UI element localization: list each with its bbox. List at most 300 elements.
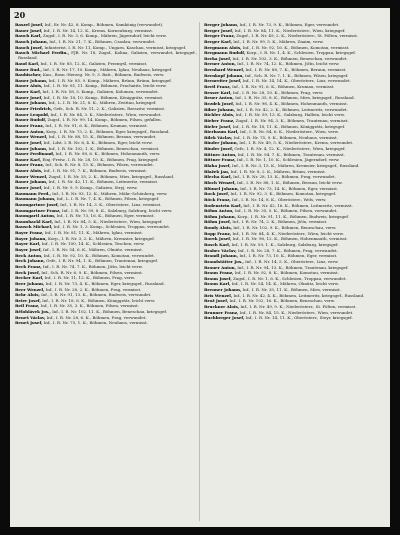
- entry-name: Bichler Alois,: [204, 112, 235, 118]
- right-column: [204, 22, 386, 523]
- entry-name: Baumgartner Franz,: [15, 207, 61, 213]
- entry-name: Biber Johann,: [204, 106, 236, 112]
- entry-details: Inf., L. I. R. Nr. 21, 8. K., Mähren, Zwittau, kriegsgef.: [47, 100, 157, 106]
- entry-details: Inf., I. R. Nr. 88, 1. K., Böhmen, Beraun, leicht verw.: [235, 179, 343, 185]
- list-entry: [204, 112, 386, 117]
- entry-name: Berger Johann,: [204, 22, 239, 27]
- entry-name: Besser Karl,: [204, 89, 232, 95]
- entry-name: Berger Josef,: [204, 27, 234, 33]
- entry-details: Inf., I. R. Nr. 73, 4. K., Böhmen, Eger, kriegsgef., Russland.: [44, 280, 165, 286]
- list-entry: [204, 293, 386, 298]
- list-entry: [204, 315, 386, 320]
- entry-name: Böhm Anton,: [204, 208, 234, 214]
- entry-details: Inf., I. R. Nr. 59, 13. K., Salzburg, Hallein, leicht verw.: [234, 112, 345, 118]
- entry-details: Inf., I. R. Nr. 91, 13. K., Böhmen, Budweis, verwundet.: [39, 292, 152, 298]
- entry-details: Inf., I. R. Nr. 11, 12. K., Böhmen, Prag, verw.: [43, 275, 135, 281]
- list-entry: [15, 241, 197, 246]
- list-entry: [204, 50, 386, 55]
- entry-details: Inf., I. R. Nr. 100, 14. K., Schlesien, Teschen, verw.: [40, 241, 145, 247]
- list-entry: [204, 84, 386, 89]
- entry-details: Inf., I. R. Nr. 92, 10. K., Böhmen, Komotau, verwundet.: [42, 252, 155, 258]
- list-entry: [15, 258, 197, 263]
- entry-name: Baumgartl Anton,: [15, 213, 56, 219]
- list-entry: [204, 186, 386, 191]
- list-entry: [15, 185, 197, 190]
- list-entry: [204, 118, 386, 123]
- entry-details: Inf., I. R. Nr. 102, 11. K., Böhmen, Beneschau, kriegsgef.: [50, 309, 167, 315]
- entry-details: Inf., I. R. Nr. 85, 9. Komp., Mähren, Brünn, Brünn, kriegsgef.: [47, 77, 172, 83]
- entry-name: Baumann Ferd.,: [15, 190, 51, 196]
- list-entry: [204, 197, 386, 202]
- entry-details: Inf., I. R. Nr. 92, 16. K., Böhmen, Komotau, vermisst.: [241, 44, 350, 50]
- list-entry: [204, 28, 386, 33]
- document-page: [10, 8, 390, 527]
- list-entry: [15, 112, 197, 117]
- list-entry: [15, 208, 197, 213]
- entry-name: Bruckner Alois,: [204, 304, 240, 310]
- list-entry: [204, 191, 386, 196]
- entry-name: Bauer Johann,: [15, 100, 48, 106]
- entry-name: Bělohlávek Jos.,: [15, 309, 51, 315]
- entry-name: Bertl Franz,: [204, 84, 231, 90]
- entry-name: Berger Karl,: [204, 38, 233, 44]
- list-entry: [15, 236, 197, 241]
- entry-details: Inf., I. R. Nr. 84, 15. K., Niederösterr., Wien, verwundet.: [238, 309, 354, 315]
- entry-name: Bauer Anton,: [15, 128, 45, 134]
- list-entry: [204, 107, 386, 112]
- entry-details: Inf., I. R. Nr. 28, 13. K., Böhmen, Prag, verwundet.: [231, 174, 336, 180]
- list-entry: [204, 242, 386, 247]
- entry-details: Inf., I. R. Nr. 84, 4. K., Niederösterr., Wien, leicht verw.: [231, 230, 344, 236]
- list-entry: [15, 162, 197, 167]
- entry-details: Inf., L. I. R. Nr. 7, 4. K., Böhmen, Pilsen, kriegsgef.: [55, 196, 160, 202]
- entry-name: Bauer Franz,: [15, 122, 45, 128]
- list-entry: [15, 157, 197, 162]
- list-entry: [15, 151, 197, 156]
- list-entry: [15, 281, 197, 286]
- entry-details: Inf., I. R. Nr. 35, 3. K., Böhmen, Pilsen, vermisst.: [39, 303, 139, 309]
- entry-name: Bloch Wenzel,: [204, 179, 236, 185]
- entry-name: Bittner Anton,: [204, 151, 237, 157]
- entry-details: Inf., I. R. Nr. 73, 14. K., Böhmen, Eger, vermisst.: [238, 185, 339, 191]
- entry-name: Bauch Josef,: [15, 44, 44, 50]
- entry-name: Blecha Karl,: [204, 174, 232, 180]
- entry-name: Braun Franz,: [204, 270, 234, 276]
- entry-details: Inf., I. R. Nr. 92, 3. K., Böhmen, Komotau, kriegsgef.: [229, 191, 337, 197]
- list-entry: [15, 22, 197, 27]
- list-entry: [204, 259, 386, 264]
- entry-details: Inf., I. R. Nr. 42, 16. K., Böhmen, Leitmeritz, vermisst.: [241, 202, 353, 208]
- entry-details: Inf., I. R. Nr. 28, 7. K., Böhmen, Prag, verwundet.: [236, 247, 338, 253]
- entry-name: Bernhard Wenzel,: [204, 67, 245, 73]
- entry-details: Gefr., Sch. R. Nr. 11, 2. K., Galizien, Rzeszów, vermisst.: [52, 106, 166, 112]
- entry-details: Inf., I. R. Nr. 92, 8. K., Böhmen, Komotau, vermisst.: [233, 270, 339, 276]
- list-entry: [204, 253, 386, 258]
- list-entry: [204, 163, 386, 168]
- entry-details: Inf., I. R. Nr. 35, 11. K., Böhmen, Mies, vermisst.: [241, 287, 342, 293]
- entry-name: Baumann Johann,: [15, 196, 56, 202]
- list-entry: [204, 265, 386, 270]
- entry-details: Infanterist, I. R. Nr. 11, Komp., Ungarn, Kaschau, vermisst, kriegsgef.: [43, 44, 187, 50]
- entry-name: Beier Josef,: [15, 297, 41, 303]
- entry-name: Beck Johann,: [15, 258, 45, 264]
- entry-name: Bierbaum Karl,: [204, 129, 239, 135]
- list-entry: [204, 248, 386, 253]
- list-entry: [15, 219, 197, 224]
- entry-details: Inf., I. R. Nr. 28, 10. K., Böhmen, Prag, verw.: [231, 89, 324, 95]
- list-entry: [15, 129, 197, 134]
- entry-details: Inf., Er. Nr. 42, 8. Komp., Böhmen, Samkönig (verwundet).: [43, 22, 164, 27]
- entry-details: Inf., I. R. Nr. 84, 3. K., Niederösterr., Wien, verwundet.: [49, 111, 162, 117]
- list-entry: [204, 73, 386, 78]
- entry-details: Inf., I. R. Nr. 73, 16. K., Böhmen, Eger, vermisst.: [55, 213, 155, 219]
- entry-name: Bauer Rudolf,: [15, 117, 47, 123]
- list-entry: [204, 281, 386, 286]
- entry-name: Blažek Jan,: [204, 168, 230, 174]
- list-entry: [204, 304, 386, 309]
- entry-name: Baumgartner Josef,: [15, 201, 59, 207]
- entry-name: Brož Josef,: [204, 298, 229, 304]
- entry-name: Baszel Josef,: [15, 22, 44, 27]
- entry-name: Baud Karl,: [15, 60, 40, 66]
- entry-details: Inf., I. R. Nr. 84, 11. K., Niederösterr., Wien, kriegsgef.: [233, 27, 346, 33]
- entry-details: Inf., I. R. Nr. 88, 7. K., Böhmen, Beraun, vermisst.: [244, 67, 347, 73]
- entry-details: Inf., I. R. Nr. 42, 4. K., Böhmen, Leitmeritz, kriegsgef., Russland.: [232, 292, 365, 298]
- list-entry: [15, 95, 197, 100]
- list-entry: [204, 56, 386, 61]
- entry-name: Bergmann Alois,: [204, 44, 242, 50]
- entry-name: Berka Josef,: [204, 55, 232, 61]
- list-entry: [204, 180, 386, 185]
- list-entry: [15, 168, 197, 173]
- entry-details: Inf., I. R. Nr. 91, 6. K., Böhmen, Krumau, vermisst.: [230, 84, 335, 90]
- entry-details: Inf., I. R. Nr. 14, 8. K., Oberösterr., Wels, verw.: [230, 196, 327, 202]
- list-entry: [15, 106, 197, 111]
- entry-details: Inf., I. R. Nr. 91, 7. K., Böhmen, Budweis, vermisst.: [42, 168, 148, 174]
- entry-details: Inf., I. R. Nr. 74, 2. K., Böhmen, Jičín, vermisst.: [231, 219, 328, 225]
- list-entry: [15, 134, 197, 139]
- list-entry: [204, 208, 386, 213]
- entry-name: Bondy Alois,: [204, 225, 232, 231]
- list-entry: [15, 61, 197, 66]
- entry-name: Braun Josef,: [204, 275, 232, 281]
- entry-name: Bauer Leopold,: [15, 111, 50, 117]
- list-entry: [204, 298, 386, 303]
- list-entry: [204, 124, 386, 129]
- list-entry: [15, 28, 197, 33]
- entry-details: Inf., I. R. Nr. 17, 10. Komp., Mähren, Iglau, Neuhaus, kriegsgef.: [41, 66, 173, 72]
- list-entry: [204, 39, 386, 44]
- entry-name: Beck Josef,: [15, 269, 40, 275]
- entry-name: Binder Johann,: [204, 140, 239, 146]
- list-entry: [204, 67, 386, 72]
- entry-details: Inf., I. R. Nr. 54, 6. K., Mähren, Olmütz, vermisst.: [41, 247, 144, 253]
- entry-details: Inf., I. R. Nr. 73, 10. K., Böhmen, Eger, vermisst.: [238, 253, 338, 259]
- list-entry: [15, 247, 197, 252]
- entry-details: Inf., I. R. Nr. 18, 11. K., Böhmen, Königgrätz, kriegsgef.: [231, 123, 346, 129]
- entry-name: Bauer Josef,: [15, 94, 43, 100]
- list-entry: [15, 78, 197, 83]
- entry-details: Inf., I. R. Nr. 35, 8. K., Böhmen, Mies, kriegsgef., Russland.: [233, 95, 355, 101]
- entry-name: Baubischer,: [15, 72, 42, 78]
- list-entry: [204, 129, 386, 134]
- entry-name: Bieler Josef,: [204, 123, 232, 129]
- list-entry: [15, 320, 197, 325]
- list-entry: [15, 287, 197, 292]
- entry-name: Bezdek Josef,: [204, 100, 235, 106]
- entry-name: Brauer Anton,: [204, 264, 236, 270]
- list-entry: [15, 33, 197, 38]
- entry-details: Inf., I. R. Nr. 59, 8. K., Salzburg, Salzburg, leicht verw.: [60, 207, 173, 213]
- entry-details: Inf., I. R. Nr. 98, 12. K., Böhmen, Hohenmauth, vermisst.: [231, 236, 348, 242]
- entry-name: Binder Josef,: [204, 146, 234, 152]
- entry-name: Bayer Franz,: [15, 230, 44, 236]
- entry-details: Korp., I. R. Nr. 91, 11. K., Böhmen, Budweis, kriegsgef.: [236, 213, 349, 219]
- list-entry: [15, 140, 197, 145]
- list-entry: [15, 303, 197, 308]
- list-entry: [204, 157, 386, 162]
- entry-name: Böhm Johann,: [204, 213, 236, 219]
- list-entry: [15, 67, 197, 72]
- entry-name: Bauer Rud.,: [15, 66, 42, 72]
- entry-name: Beck Franz,: [15, 263, 42, 269]
- entry-details: Zugsf., I. R. Nr. 94, 3. K., Böhmen, Trautenau, vermisst.: [234, 117, 349, 123]
- entry-details: Inf., I. R. Nr. 74, 7. K., Böhmen, Jičín, leicht verw.: [41, 263, 143, 269]
- list-entry: [204, 270, 386, 275]
- entry-details: Inf., I. R. Nr. 88, 15. K., Böhmen, Beraun, verwundet.: [47, 134, 157, 140]
- list-entry: [15, 89, 197, 94]
- list-entry: [204, 33, 386, 38]
- entry-details: Inf., I. R. Nr. 42, 2. K., Böhmen, Leitmeritz, verwundet.: [235, 106, 348, 112]
- list-entry: [204, 101, 386, 106]
- entry-name: Bauer Karl,: [15, 156, 42, 162]
- entry-details: Inf., I. R. Nr. 85, 12. K., Galizien, Przemyśl, vermisst.: [39, 60, 148, 66]
- entry-details: Inf., I. R. Nr. 14, 14. K., Oberösterr., Linz, verwundet.: [241, 78, 351, 84]
- entry-name: Bayer Johann,: [15, 235, 47, 241]
- entry-details: Inf., I. R. Nr. 28, 6. K., Böhmen, Prag, verwundet.: [45, 314, 147, 320]
- list-entry: [204, 203, 386, 208]
- entry-details: Zugsf., I. R. Nr. 35, 2. K., Böhmen, Mies, kriegsgef., Russland.: [47, 173, 175, 179]
- entry-name: Bock Josef,: [204, 191, 230, 197]
- entry-name: Berger Franz,: [204, 33, 235, 39]
- entry-details: Gefr., I. R. Nr. 4, 12. K., Niederösterr., Wien, kriegsgef.: [233, 146, 346, 152]
- entry-details: Inf., Sch. R. Nr. 6, 9. K., Böhmen, Pilsen, vermisst.: [39, 269, 143, 275]
- entry-name: Brandstätter Jos.,: [204, 258, 244, 264]
- list-entry: [204, 310, 386, 315]
- list-entry: [204, 135, 386, 140]
- entry-name: Brandl Johann,: [204, 253, 239, 259]
- list-entry: [204, 22, 386, 27]
- entry-details: Inf., I. R. Nr. 99, 5. K., Mähren, Znaim, verw.: [232, 38, 324, 44]
- entry-details: Einj.-Freiw., I. R. Nr. 28, 10. K., Böhmen, Prag, kriegsgef.: [41, 156, 159, 162]
- entry-name: Bayer Karl,: [15, 241, 41, 247]
- list-entry: [204, 45, 386, 50]
- list-entry: [15, 309, 197, 314]
- entry-details: Inf., I. R. Nr. 8, 2. K., Mähren, Brünn, vermisst.: [229, 168, 326, 174]
- list-entry: [15, 191, 197, 196]
- entry-name: Beil Franz,: [15, 303, 40, 309]
- entry-details: FJB. Nr. 18, Zugsf., Kalina, Galizien, verwundet, kriegsgef., Russland.: [18, 50, 197, 61]
- entry-name: Bauer Alois,: [15, 168, 43, 174]
- entry-details: Inf., Ldst. I. R. Nr. 6, 4. K., Böhmen, Eger, leicht verw.: [42, 139, 153, 145]
- list-entry: [15, 224, 197, 229]
- entry-name: Bauer Franz,: [15, 162, 45, 168]
- entry-details: Inf., I. R. Nr. 84, 5. K., Niederösterr., Wien, kriegsgef.: [52, 218, 163, 224]
- entry-details: Inf., I. R. Nr. 102, 9. K., Böhmen, Beneschau, verw.: [231, 225, 337, 231]
- list-entry: [204, 90, 386, 95]
- entry-details: Korp., I. R. Nr. 3, 2. K., Mähren, Kremsier, kriegsgef.: [46, 235, 155, 241]
- entry-name: Bittner Franz,: [204, 157, 236, 163]
- entry-details: Inf., I. R. Nr. 74, 12. K., Böhmen, Jičín, leicht verw.: [235, 61, 340, 67]
- entry-details: Inf., I. R. Nr. 75, 1. K., Böhmen, Neuhaus, vermisst.: [42, 320, 148, 326]
- list-entry: [15, 270, 197, 275]
- entry-name: Bauer Wenzel,: [15, 173, 48, 179]
- list-entry: [204, 276, 386, 281]
- list-entry: [15, 50, 197, 60]
- list-entry: [204, 219, 386, 224]
- list-entry: [204, 95, 386, 100]
- list-entry: [15, 179, 197, 184]
- page-number: 20: [14, 10, 26, 20]
- entry-name: Bergmann Rudolf,: [204, 50, 246, 56]
- entry-details: Inf., I. R. Nr. 14, 11. K., Oberösterr., Steyr, kriegsgef.: [244, 315, 353, 321]
- list-entry: [15, 196, 197, 201]
- entry-details: Inf., I. R. Nr. 94, 7. K., Böhmen, Trautenau, vermisst.: [236, 151, 345, 157]
- entry-details: Inf., I. R. Nr. 14, 3. K., Oberösterr., Linz, vermisst.: [58, 201, 162, 207]
- list-entry: [15, 83, 197, 88]
- entry-name: Beuer Anton,: [204, 95, 234, 101]
- entry-details: Inf., I. R. Nr. 21, 7. K., Böhmen, Czaslau, verwundet.: [48, 38, 156, 44]
- entry-name: Blümel Johann,: [204, 185, 239, 191]
- list-entry: [15, 117, 197, 122]
- list-entry: [204, 140, 386, 145]
- entry-name: Borek Josef,: [204, 236, 232, 242]
- list-entry: [15, 100, 197, 105]
- entry-name: Bauer Alois,: [15, 83, 43, 89]
- entry-details: Inf., I. R. Nr. 102, 1. K., Böhmen, Beneschau, vermisst.: [47, 145, 160, 151]
- list-entry: [204, 78, 386, 83]
- entry-details: Inf., I. R. Nr. 91, 6. K., Böhmen, Krumau, vermisst.: [44, 122, 148, 128]
- list-entry: [204, 174, 386, 179]
- list-entry: [15, 292, 197, 297]
- entry-details: Zugsf., I. R. Nr. 99, 14. Komp., Böhmen, Pilsen, gefallen.: [46, 117, 162, 123]
- list-entry: [204, 214, 386, 219]
- list-entry: [15, 213, 197, 218]
- entry-name: Bauer Johann,: [15, 145, 48, 151]
- entry-name: Behr Alois,: [15, 292, 40, 298]
- entry-name: Bieber Franz,: [204, 117, 235, 123]
- entry-details: Inf., I. R. Nr. 3, 15. K., Mähren, Kremsier, kriegsgef., Russland.: [230, 163, 360, 169]
- entry-name: Böck Franz,: [204, 196, 231, 202]
- entry-name: Beer Johann,: [15, 280, 45, 286]
- list-entry: [15, 39, 197, 44]
- list-entry: [204, 61, 386, 66]
- entry-details: Inf., I. R. Nr. 98, 6. K., Böhmen, Hohenmauth, verw.: [54, 151, 161, 157]
- entry-name: Beck Anton,: [15, 252, 43, 258]
- list-entry: [204, 231, 386, 236]
- entry-details: Inf., I. R. Nr. 9, 9. Komp., Galizien, Stryj, verw.: [42, 184, 138, 190]
- entry-details: Inf., I. R. Nr. 35, 5. K., Böhmen, Pilsen, verwundet.: [233, 208, 338, 214]
- entry-name: Bauch Karl,: [15, 33, 42, 39]
- entry-name: Bauer Karl,: [15, 89, 42, 95]
- list-entry: [204, 169, 386, 174]
- entry-name: Bauer Wenzel,: [15, 134, 48, 140]
- entry-details: Inf., I. R. Nr. 93, 12. K., Mähren, Mähr.-Schönberg, verw.: [50, 190, 168, 196]
- entry-details: Inf., I. R. Nr. 94, 13. K., Böhmen, Trautenau, kriegsgef.: [235, 264, 349, 270]
- entry-name: Brabec Václav,: [204, 247, 237, 253]
- entry-name: Bodenstein Karl,: [204, 202, 242, 208]
- entry-name: Brenner Johann,: [204, 287, 242, 293]
- entry-name: Bauer Johann,: [15, 77, 48, 83]
- list-entry: [204, 225, 386, 230]
- list-entry: [204, 236, 386, 241]
- list-entry: [15, 275, 197, 280]
- entry-details: Inf., I. R. Nr. 14, 5. K., Oberösterr., Linz, verw.: [243, 258, 339, 264]
- entry-details: Zugsf., I. R. Nr. 3, 6. Komp., Mähren, Jägerndorf, leicht verw.: [41, 33, 167, 39]
- list-entry: [15, 45, 197, 50]
- entry-name: Bilek Václav,: [204, 134, 233, 140]
- entry-name: Bauer Johann,: [15, 179, 48, 185]
- entry-details: Inf., I. R. Nr. 42, 11. K., Böhmen, Leitmeritz, vermisst.: [47, 179, 159, 185]
- entry-details: Inf., I. R. Nr. 28, 2. K., Böhmen, Prag, vermisst.: [44, 286, 142, 292]
- entry-name: Bopp Franz,: [204, 230, 232, 236]
- list-entry: [15, 202, 197, 207]
- entry-details: Inf., I. R. Nr. 81, 11. K., Mähren, Iglau, vermisst.: [43, 230, 143, 236]
- list-entry: [15, 230, 197, 235]
- entry-name: Bauer Josef,: [15, 139, 43, 145]
- entry-name: Bernreiter Josef,: [204, 78, 242, 84]
- entry-name: Bosch Karl,: [204, 241, 231, 247]
- entry-name: Bauer Josef,: [15, 184, 43, 190]
- entry-details: Kan., Bosn.-Herzeg. Nr. 9, 3. Batt., Böhmen, Budweis, verw.: [41, 72, 165, 78]
- entry-details: Inf., Sch. R. Nr. 7, 1. K., Böhmen, Pilsen, kriegsgef.: [243, 72, 349, 78]
- entry-name: Beneš Václav,: [15, 314, 46, 320]
- entry-name: Becker Karl,: [15, 275, 44, 281]
- entry-details: Inf., I. R. Nr. 81, 11. Komp., Böhmen, Prachatitz, leicht verw.: [42, 83, 167, 89]
- entry-name: Brunner Franz,: [204, 309, 239, 315]
- entry-name: Berner Anton,: [204, 61, 236, 67]
- entry-details: Inf., I. R. Nr. 59, 1. K., Salzburg, Salzburg, kriegsgef.: [230, 241, 339, 247]
- entry-details: Inf., I. R. Nr. 18, 10. Komp., Böhmen, Königgrätz, vermisst.: [42, 94, 164, 100]
- entry-details: Inf., I. R. Nr. 102, 16. K., Böhmen, Beneschau, verw.: [228, 298, 336, 304]
- list-entry: [15, 264, 197, 269]
- list-entry: [15, 72, 197, 77]
- entry-details: Inf., I. R. Nr. 75, 9. K., Böhmen, Neuhaus, vermisst.: [232, 134, 338, 140]
- entry-details: Inf., I. R. Nr. 73, 9. K., Böhmen, Eger, verwundet.: [238, 22, 340, 27]
- list-entry: [15, 123, 197, 128]
- entry-details: Inf., I. R. Nr. 54, 14. K., Mähren, Olmütz, leicht verw.: [230, 281, 340, 287]
- entry-name: Blaha Josef,: [204, 163, 231, 169]
- entry-details: Zugsf., I. R. Nr. 1, 6. K., Schlesien, Troppau, verwundet.: [231, 275, 347, 281]
- left-column: [15, 22, 197, 523]
- list-entry: [15, 146, 197, 151]
- entry-details: Inf., Sch. R. Nr. 8, 13. K., Böhmen, Pilsen, verwundet.: [44, 162, 155, 168]
- entry-details: Inf., I. R. Nr. 49, 9. K., Niederösterr., St. Pölten, vermisst.: [239, 304, 357, 310]
- entry-name: Beer Wenzel,: [15, 286, 45, 292]
- entry-name: Braun Karl,: [204, 281, 231, 287]
- entry-name: Bauer Friedrich,: [15, 106, 53, 112]
- entry-details: Inf., I. R. Nr. 18, 8. K., Böhmen, Königgrätz, leicht verw.: [40, 297, 156, 303]
- entry-details: Inf., I. R. Nr. 58, 5. Komp., Galizien, Kolomea, verwundet.: [41, 89, 159, 95]
- entry-details: Inf., I. R. Nr. 49, 5. K., Niederösterr., Krems, verwundet.: [238, 140, 354, 146]
- entry-name: Buchberger Josef,: [204, 315, 245, 321]
- entry-name: Baumhackl Karl,: [15, 218, 53, 224]
- entry-details: Gefr., I. R. Nr. 94, 1. K., Böhmen, Trautenau, kriegsgef.: [44, 258, 158, 264]
- entry-details: Korp., I. R. Nr. 73, 2. K., Böhmen, Eger, kriegsgef., Russland.: [44, 128, 170, 134]
- entry-name: Bauch Johann,: [15, 38, 49, 44]
- entry-name: Bauch Michael Ferdin.,: [15, 50, 70, 56]
- entry-name: Beneš Josef,: [15, 320, 43, 326]
